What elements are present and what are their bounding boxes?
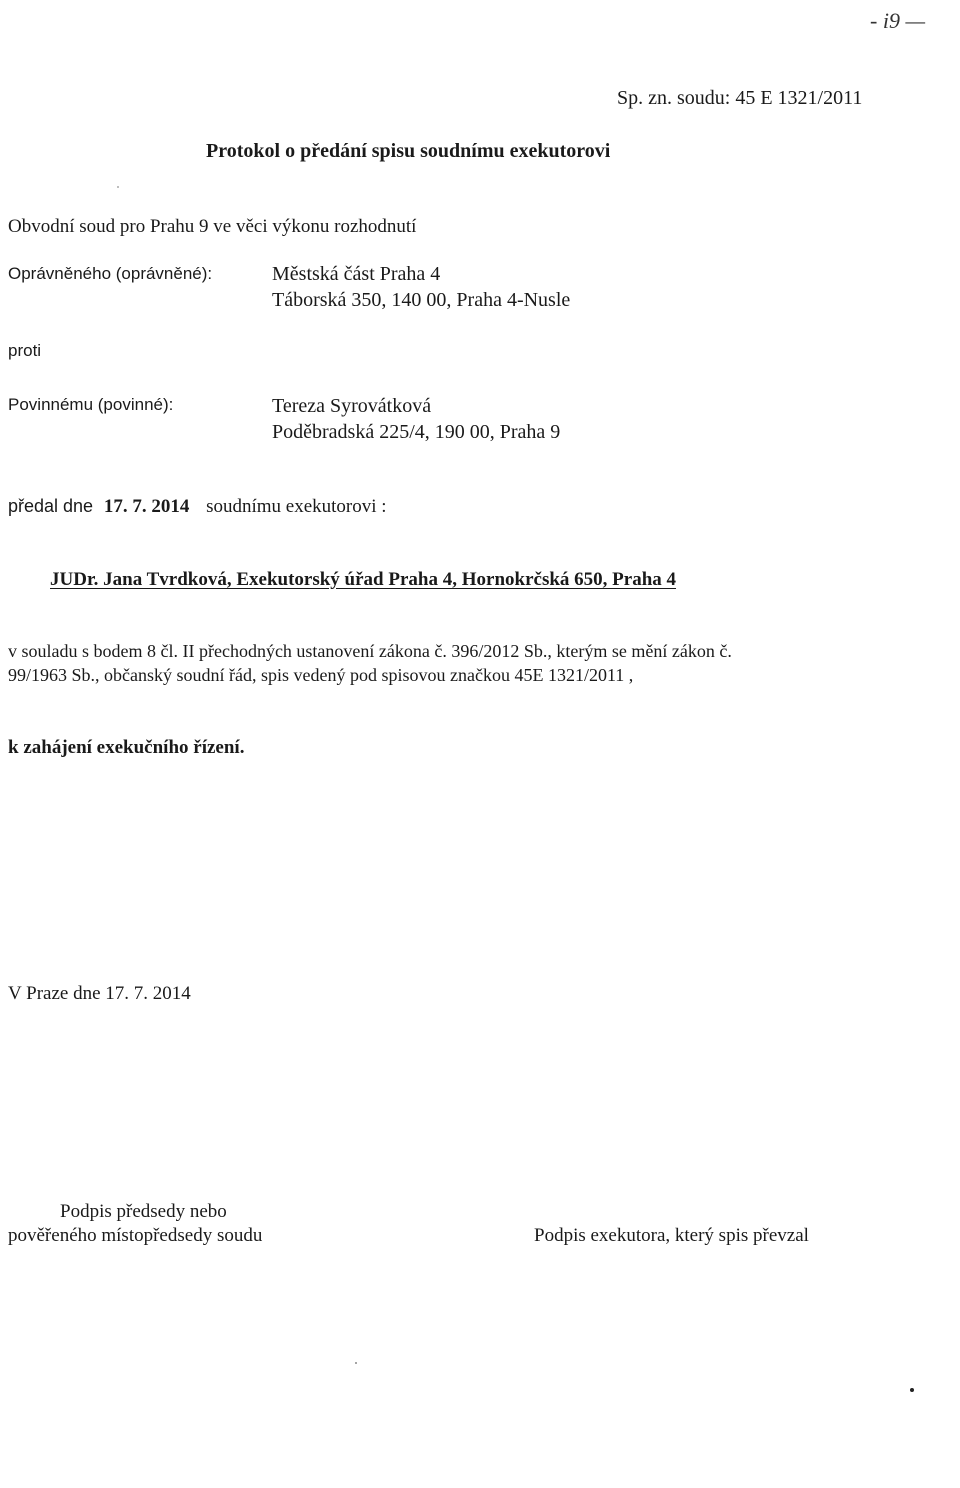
- legal-text-line2: 99/1963 Sb., občanský soudní řád, spis vedený pod spisovou značkou 45E 1321/2011 ,: [8, 665, 634, 685]
- handover-line: [8, 497, 387, 516]
- signature-right: Podpis exekutora, který spis převzal: [534, 1225, 809, 1246]
- handover-date: 17. 7. 2014: [103, 496, 190, 517]
- purpose-line: k zahájení exekučního řízení.: [8, 737, 245, 758]
- scan-speck: [355, 1362, 357, 1364]
- debtor-address: Poděbradská 225/4, 190 00, Praha 9: [272, 421, 561, 443]
- signature-left-line2: pověřeného místopředsedy soudu: [8, 1225, 263, 1246]
- creditor-label: Oprávněného (oprávněné):: [8, 264, 213, 283]
- signature-left-line1: Podpis předsedy nebo: [60, 1201, 227, 1222]
- file-number: Sp. zn. soudu: 45 E 1321/2011: [617, 87, 863, 109]
- handover-prefix: předal dne: [8, 496, 94, 516]
- creditor-name: Městská část Praha 4: [272, 263, 441, 285]
- debtor-label: Povinnému (povinné):: [8, 395, 174, 414]
- creditor-address: Táborská 350, 140 00, Praha 4-Nusle: [272, 289, 571, 311]
- debtor-name: Tereza Syrovátková: [272, 395, 432, 417]
- place-date: V Praze dne 17. 7. 2014: [8, 983, 191, 1004]
- scan-speck: [910, 1388, 914, 1392]
- document-title: Protokol o předání spisu soudnímu exekutorovi: [206, 140, 611, 162]
- executor-line: JUDr. Jana Tvrdková, Exekutorský úřad Praha 4, Hornokrčská 650, Praha 4: [50, 569, 677, 590]
- legal-text-line1: v souladu s bodem 8 čl. II přechodných ustanovení zákona č. 396/2012 Sb., kterým se mění zákon č.: [8, 641, 732, 661]
- against-label: proti: [8, 341, 42, 360]
- handover-suffix: soudnímu exekutorovi :: [206, 496, 387, 517]
- court-line: Obvodní soud pro Prahu 9 ve věci výkonu rozhodnutí: [8, 216, 417, 237]
- page-number-mark: - i9 —: [870, 8, 925, 33]
- scan-speck: [117, 186, 119, 188]
